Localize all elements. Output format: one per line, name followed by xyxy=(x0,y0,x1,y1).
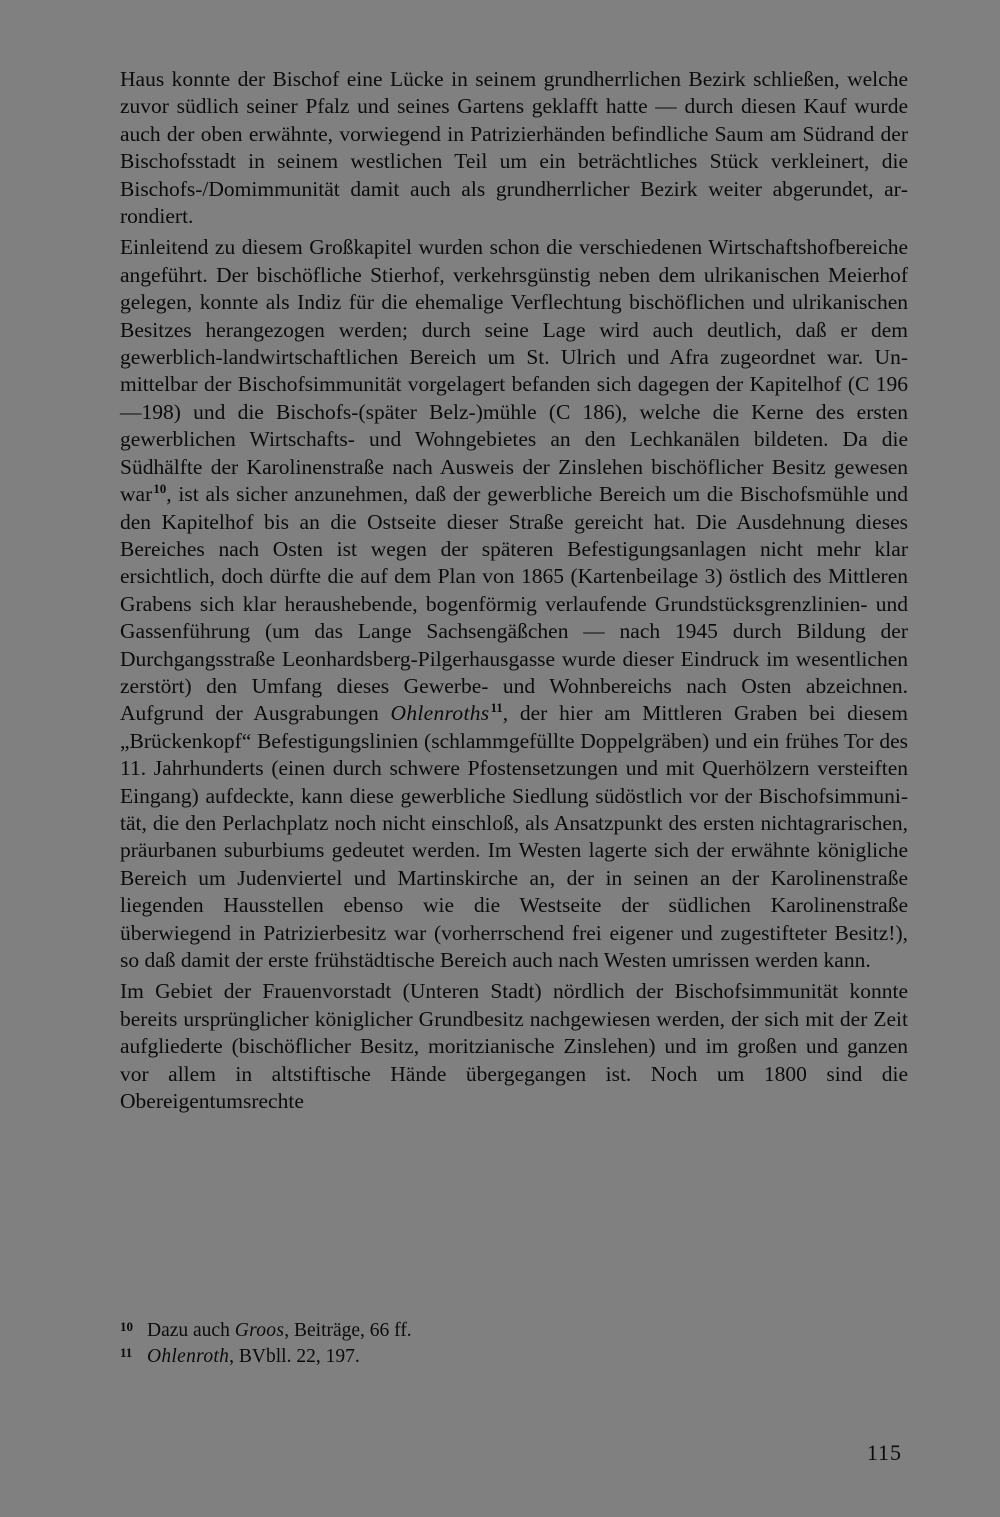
body-text xyxy=(120,66,908,1115)
page-content xyxy=(120,66,908,1115)
paragraph-2: Einleitend zu diesem Großkapitel wurden schon die verschiedenen Wirtschaftshofbereiche angeführt. Der bischöfliche Stierhof, verkehrsgünstig neben dem ulrikanischen Meierhof gelegen, konnte als Indiz für die ehemalige Verflechtung bischöflichen und ulrikanischen Besitzes herangezogen werden; durch seine Lage wird auch deutlich, daß er dem gewerblich-landwirtschaftlichen Bereich um St. Ulrich und Afra zugeordnet war. Unmittelbar der Bischofsimmunität vorgelagert befanden sich dagegen der Kapitelhof (C 196—198) und die Bischofs-(später Belz-)mühle (C 186), welche die Kerne des ersten gewerblichen Wirtschafts- und Wohngebietes an den Lechkanälen bildeten. Da die Südhälfte der Karolinenstraße nach Ausweis der Zinslehen bischöflicher Besitz gewesen war$^{10}$, ist als sicher anzunehmen, daß der gewerbliche Bereich um die Bischofsmühle und den Kapitelhof bis an die Ostseite dieser Straße gereicht hat. Die Ausdehnung dieses Bereiches nach Osten ist wegen der späteren Befestigungsanlagen nicht mehr klar ersichtlich, doch dürfte die auf dem Plan von 1865 (Kartenbeilage 3) östlich des Mittleren Grabens sich klar heraushebende, bogenförmig verlaufende Grundstücksgrenzlinien- und Gassenführung (um das Lange Sachsengäßchen — nach 1945 durch Bildung der Durchgangsstraße Leonhardsberg-Pilgerhausgasse wurde dieser Eindruck im wesentlichen zerstört) den Umfang dieses Gewerbe- und Wohnbereichs nach Osten abzeichnen. Aufgrund der Ausgrabungen Ohlenroths$^{11}$, der hier am Mittleren Graben bei diesem „Brückenkopf“ Befestigungslinien (schlammgefüllte Doppelgräben) und ein frühes Tor des 11. Jahrhunderts (einen durch schwere Pfostensetzungen und mit Querhölzern versteiften Eingang) aufdeckte, kann diese gewerbliche Siedlung südöstlich vor der Bischofsimmunität, die den Perlachplatz noch nicht einschloß, als Ansatzpunkt des ersten nichtagrarischen, präurbanen suburbiums gedeutet werden. Im Westen lagerte sich der erwähnte königliche Bereich um Judenviertel und Martinskirche an, der in seinen an der Karolinenstraße liegenden Hausstellen ebenso wie die Westseite der südlichen Karolinenstraße überwiegend in Patrizierbesitz war (vorherrschend frei eigener und zugestifteter Besitz!), so daß damit der erste frühstädtische Bereich auch nach Westen umrissen werden kann. xyxy=(120,235,908,972)
paragraph-3: Im Gebiet der Frauenvorstadt (Unteren Stadt) nördlich der Bischofsimmunität konnte bereits ursprünglicher königlicher Grundbesitz nachgewiesen werden, der sich mit der Zeit aufgliederte (bischöflicher Besitz, moritzianische Zinslehen) und im großen und ganzen vor allem in altstiftische Hände übergegangen ist. Noch um 1800 sind die Obereigentumsrechte xyxy=(120,979,908,1114)
paragraph-1: Haus konnte der Bischof eine Lücke in seinem grundherrlichen Bezirk schließen, welche zuvor südlich seiner Pfalz und seines Gartens geklafft hatte — durch diesen Kauf wurde auch der oben erwähnte, vorwiegend in Patrizierhänden befindliche Saum am Südrand der Bischofsstadt in seinem westlichen Teil um ein beträchtliches Stück verkleinert, die Bischofs-/Domimmunität damit auch als grundherrlicher Bezirk weiter abgerundet, arrondiert. xyxy=(120,67,908,229)
italic-name: Ohlenroths xyxy=(390,701,490,726)
footnote-11 xyxy=(120,1344,908,1370)
footnotes xyxy=(120,1318,908,1370)
italic-name: Groos xyxy=(234,1320,285,1341)
footnote-text: Dazu auch Groos, Beiträge, 66 ff. xyxy=(147,1320,412,1341)
footnote-reference: 11 xyxy=(490,700,503,716)
footnote-reference: 10 xyxy=(153,480,167,496)
italic-name: Ohlenroth xyxy=(147,1346,230,1367)
page-number: 115 xyxy=(866,1440,902,1465)
footnote-text: Ohlenroth, BVbll. 22, 197. xyxy=(147,1346,360,1367)
footnote-mark: 11 xyxy=(120,1345,133,1360)
footnote-10 xyxy=(120,1318,908,1344)
footnote-mark: 10 xyxy=(120,1319,133,1334)
